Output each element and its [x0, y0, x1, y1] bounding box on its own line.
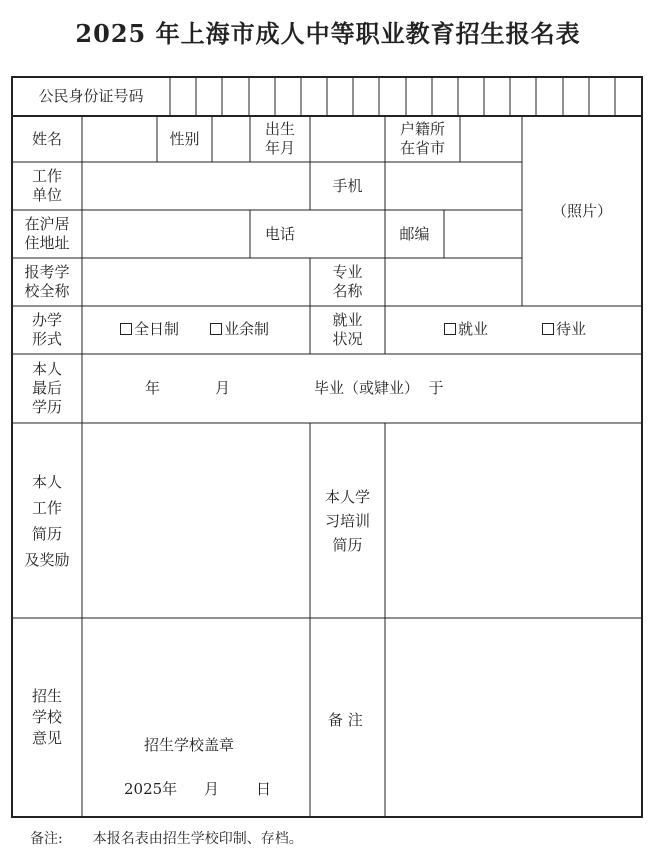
- name-label: 姓名: [31, 129, 62, 148]
- date-day: 日: [256, 780, 272, 798]
- date-year: 2025年: [124, 780, 178, 798]
- study-mode-label: 办学 形式: [31, 311, 62, 348]
- mobile-label: 手机: [332, 176, 363, 195]
- footnote-label: 备注:: [30, 831, 63, 847]
- education-year: 年: [145, 379, 161, 397]
- address-label: 在沪居 住地址: [24, 215, 70, 252]
- full-time-option-label: 全日制: [134, 320, 180, 338]
- footnote-text: 本报名表由招生学校印制、存档。: [92, 831, 303, 847]
- work-history-label: 本人 工作 简历 及奖励: [24, 472, 70, 569]
- work-unit-label: 工作 单位: [31, 167, 62, 204]
- waiting-option-label: 待业: [556, 320, 587, 338]
- employed-option[interactable]: [444, 320, 488, 339]
- part-time-option[interactable]: [210, 320, 269, 339]
- school-opinion-label: 招生 学校 意见: [31, 687, 62, 747]
- graduate-text: 毕业（或肄业） 于: [314, 379, 444, 397]
- id-number-label: 公民身份证号码: [38, 87, 144, 105]
- full-time-option[interactable]: [120, 320, 179, 339]
- part-time-checkbox[interactable]: [210, 323, 222, 335]
- waiting-checkbox[interactable]: [542, 323, 554, 335]
- footnote: [30, 828, 333, 848]
- employment-label: 就业 状况: [332, 311, 363, 348]
- date-month: 月: [204, 780, 220, 798]
- part-time-option-label: 业余制: [224, 320, 270, 338]
- phone-label: 电话: [264, 224, 295, 243]
- birth-date-label: 出生 年月: [264, 120, 295, 157]
- employed-option-label: 就业: [458, 320, 489, 338]
- postcode-label: 邮编: [399, 224, 430, 243]
- employed-checkbox[interactable]: [444, 323, 456, 335]
- school-label: 报考学 校全称: [24, 263, 70, 300]
- school-stamp-text: 招生学校盖章: [144, 736, 235, 754]
- page-title: 2025 年上海市成人中等职业教育招生报名表: [75, 19, 581, 48]
- hukou-label: 户籍所 在省市: [399, 120, 445, 157]
- education-month: 月: [215, 379, 231, 397]
- photo-area: （照片）: [551, 201, 612, 220]
- waiting-option[interactable]: [542, 320, 586, 339]
- full-time-checkbox[interactable]: [120, 323, 132, 335]
- training-history-label: 本人学 习培训 简历: [324, 487, 370, 554]
- major-label: 专业 名称: [332, 263, 363, 300]
- education-label: 本人 最后 学历: [31, 360, 62, 416]
- gender-label: 性别: [169, 129, 200, 148]
- remarks-label: 备 注: [328, 711, 363, 729]
